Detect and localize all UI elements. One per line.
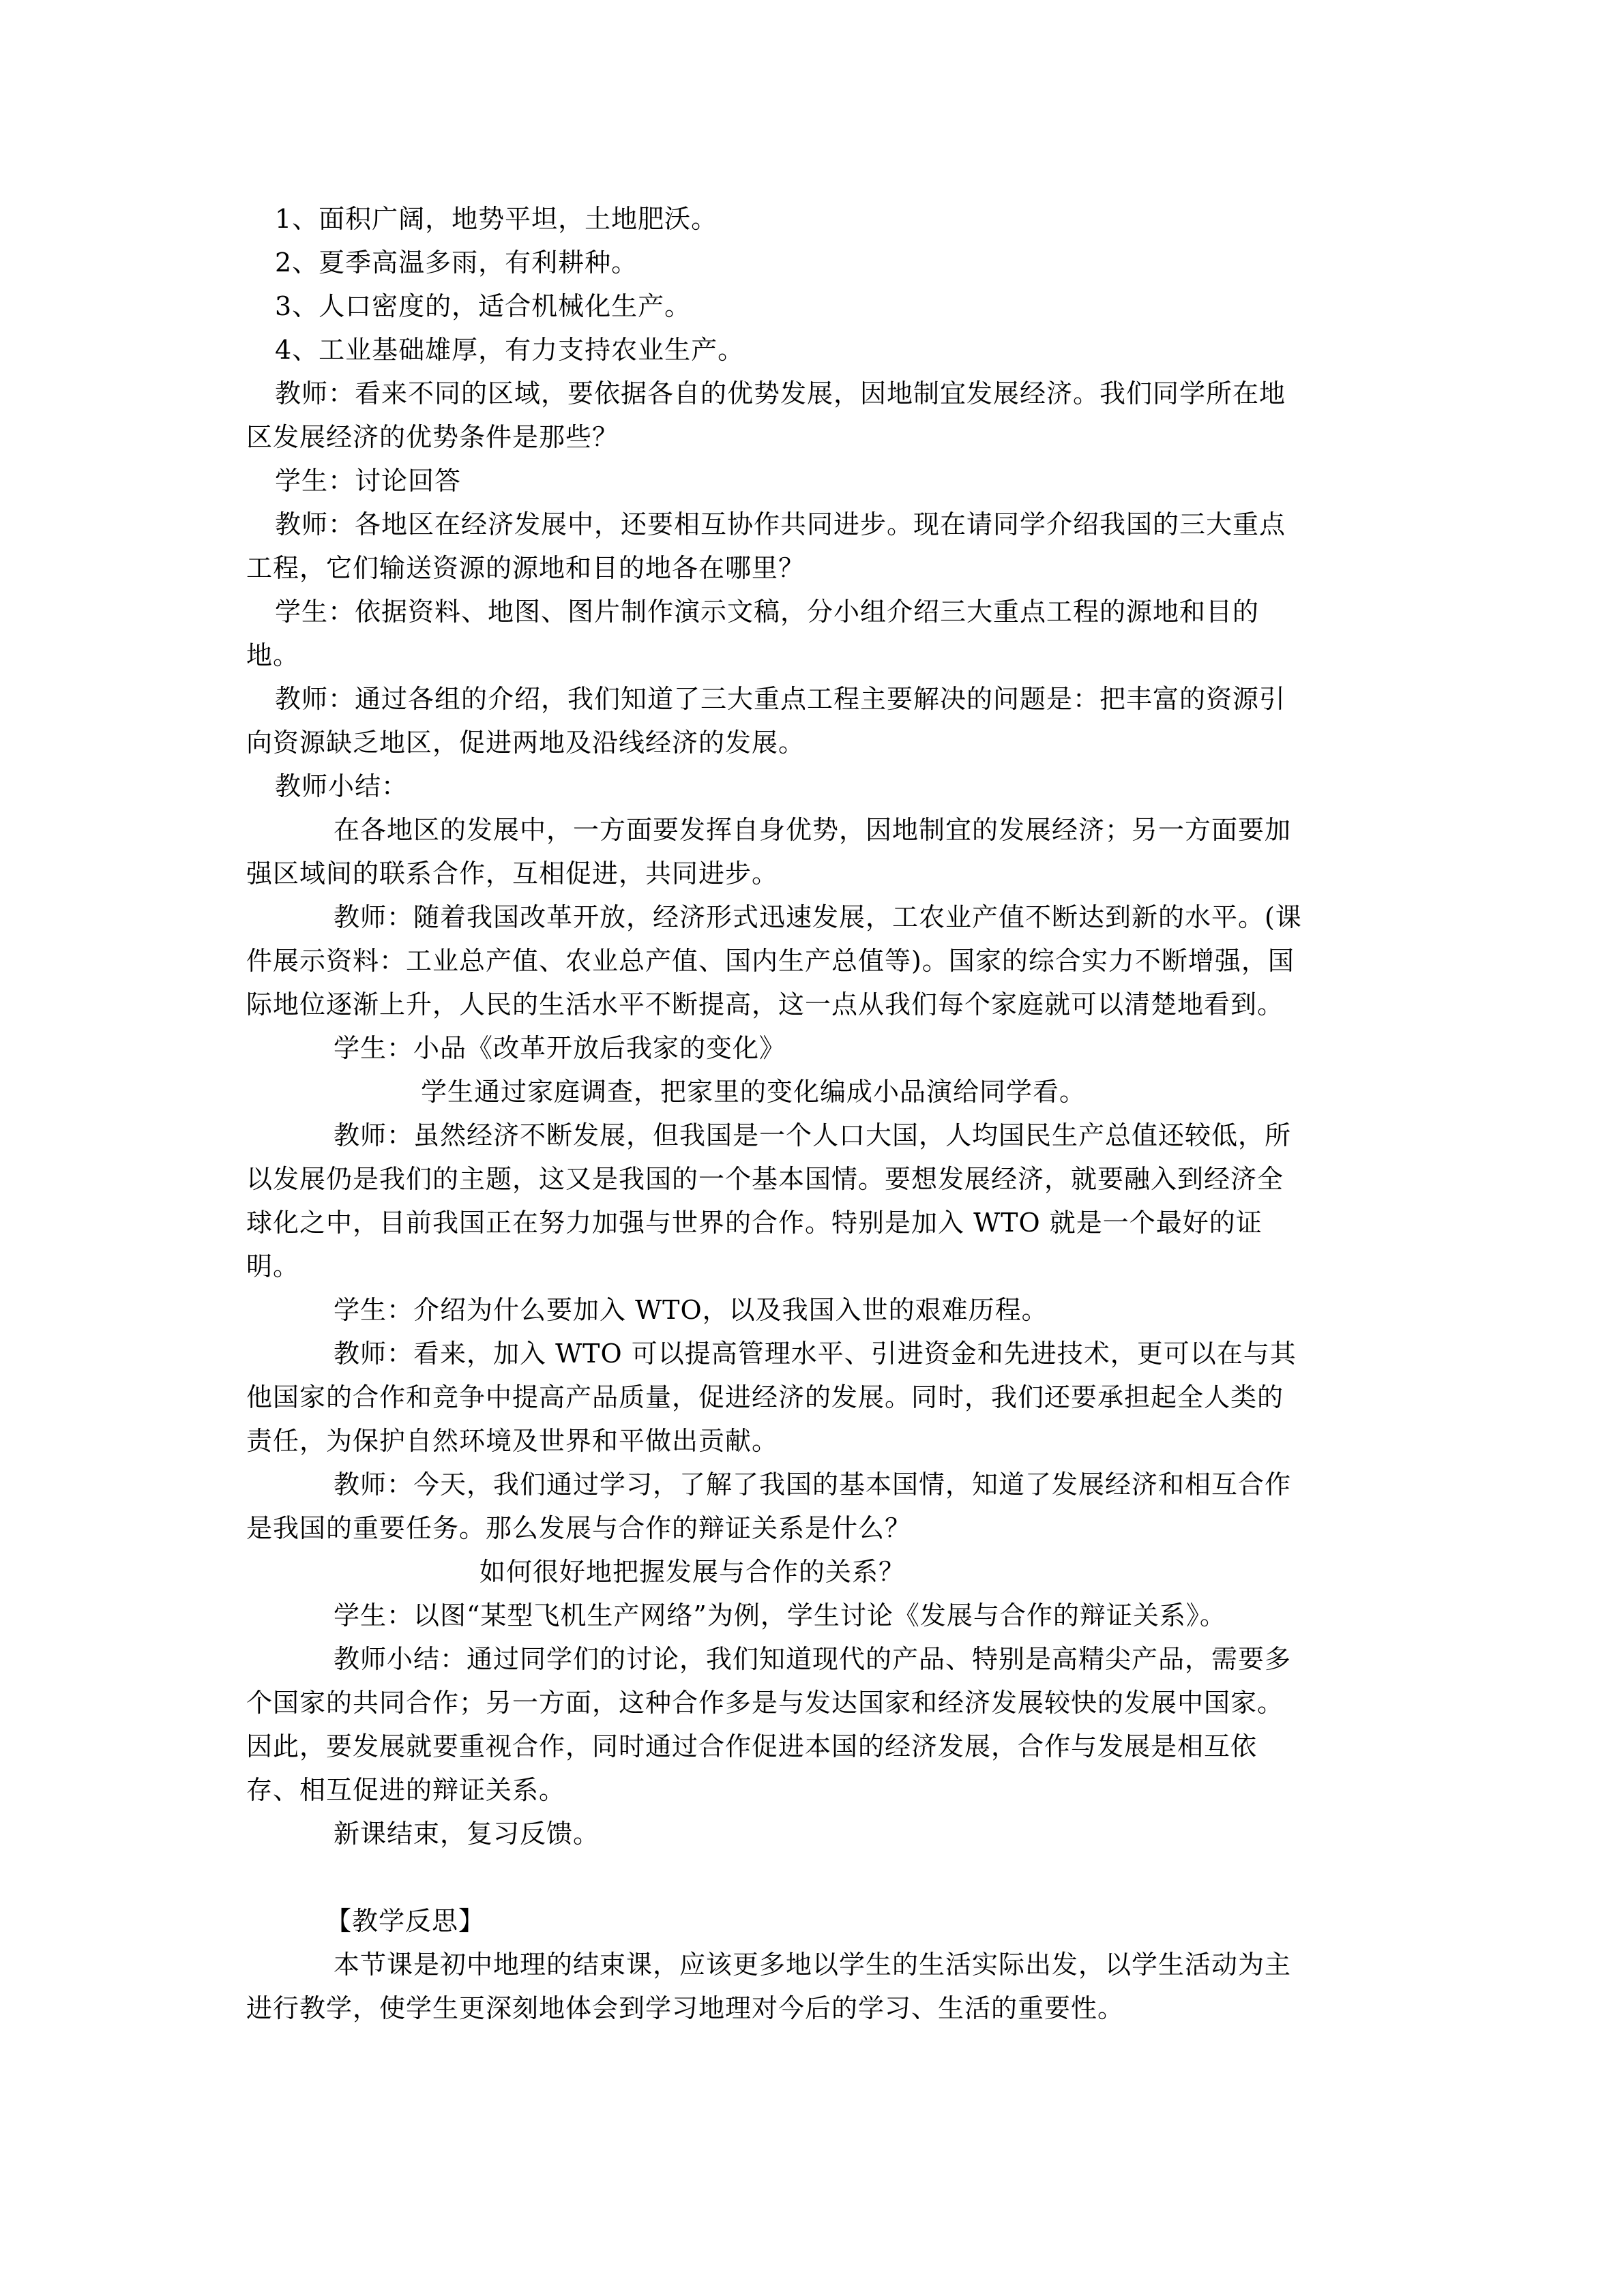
text-line: 学生通过家庭调查，把家里的变化编成小品演给同学看。 <box>421 1077 1087 1107</box>
text-line: 球化之中，目前我国正在努力加强与世界的合作。特别是加入 WTO 就是一个最好的证 <box>246 1208 1263 1238</box>
text-line: 教师：各地区在经济发展中，还要相互协作共同进步。现在请同学介绍我国的三大重点 <box>275 509 1286 539</box>
text-line: 本节课是初中地理的结束课，应该更多地以学生的生活实际出发，以学生活动为主 <box>334 1950 1292 1980</box>
text-line: 强区域间的联系合作，互相促进，共同进步。 <box>246 859 779 889</box>
text-line: 学生：讨论回答 <box>275 466 462 496</box>
text-line: 教师：看来不同的区域，要依据各自的优势发展，因地制宜发展经济。我们同学所在地 <box>275 378 1286 408</box>
text-line: 4、工业基础雄厚，有力支持农业生产。 <box>275 335 745 365</box>
text-line: 区发展经济的优势条件是那些？ <box>246 422 619 452</box>
text-line: 学生：依据资料、地图、图片制作演示文稿，分小组介绍三大重点工程的源地和目的 <box>275 597 1260 627</box>
text-line: 存、相互促进的辩证关系。 <box>246 1775 566 1805</box>
text-line: 责任，为保护自然环境及世界和平做出贡献。 <box>246 1426 779 1456</box>
text-line: 他国家的合作和竞争中提高产品质量，促进经济的发展。同时，我们还要承担起全人类的 <box>246 1382 1284 1412</box>
text-line: 学生：以图“某型飞机生产网络”为例，学生讨论《发展与合作的辩证关系》。 <box>334 1600 1226 1630</box>
text-line: 学生：小品《改革开放后我家的变化》 <box>334 1033 786 1063</box>
text-line: 教师：随着我国改革开放，经济形式迅速发展，工农业产值不断达到新的水平。(课 <box>334 902 1302 932</box>
text-line: 教师：通过各组的介绍，我们知道了三大重点工程主要解决的问题是：把丰富的资源引 <box>275 684 1286 714</box>
text-line: 如何很好地把握发展与合作的关系？ <box>479 1557 906 1587</box>
section-heading: 【教学反思】 <box>325 1906 486 1936</box>
text-line: 教师：看来，加入 WTO 可以提高管理水平、引进资金和先进技术，更可以在与其 <box>334 1339 1297 1369</box>
text-line: 际地位逐渐上升，人民的生活水平不断提高，这一点从我们每个家庭就可以清楚地看到。 <box>246 989 1284 1019</box>
text-line: 教师小结： <box>275 771 409 801</box>
text-line: 教师：今天，我们通过学习，了解了我国的基本国情，知道了发展经济和相互合作 <box>334 1470 1292 1500</box>
text-line: 进行教学，使学生更深刻地体会到学习地理对今后的学习、生活的重要性。 <box>246 1993 1125 2023</box>
text-line: 1、面积广阔，地势平坦，土地肥沃。 <box>275 204 718 234</box>
text-line: 学生：介绍为什么要加入 WTO，以及我国入世的艰难历程。 <box>334 1295 1048 1325</box>
text-line: 2、夏季高温多雨，有利耕种。 <box>275 248 638 278</box>
text-line: 件展示资料：工业总产值、农业总产值、国内生产总值等)。国家的综合实力不断增强，国 <box>246 946 1295 976</box>
text-line: 是我国的重要任务。那么发展与合作的辩证关系是什么？ <box>246 1513 912 1543</box>
text-line: 教师小结：通过同学们的讨论，我们知道现代的产品、特别是高精尖产品，需要多 <box>334 1644 1292 1674</box>
text-line: 个国家的共同合作；另一方面，这种合作多是与发达国家和经济发展较快的发展中国家。 <box>246 1688 1284 1718</box>
text-line: 教师：虽然经济不断发展，但我国是一个人口大国，人均国民生产总值还较低，所 <box>334 1120 1292 1150</box>
text-line: 地。 <box>246 640 300 670</box>
text-line: 因此，要发展就要重视合作，同时通过合作促进本国的经济发展，合作与发展是相互依 <box>246 1731 1258 1761</box>
text-line: 工程，它们输送资源的源地和目的地各在哪里？ <box>246 553 806 583</box>
text-line: 向资源缺乏地区，促进两地及沿线经济的发展。 <box>246 728 806 758</box>
text-line: 3、人口密度的，适合机械化生产。 <box>275 291 692 321</box>
text-line: 明。 <box>246 1251 300 1281</box>
text-line: 以发展仍是我们的主题，这又是我国的一个基本国情。要想发展经济，就要融入到经济全 <box>246 1164 1284 1194</box>
text-line: 新课结束，复习反馈。 <box>334 1819 600 1849</box>
text-line: 在各地区的发展中，一方面要发挥自身优势，因地制宜的发展经济；另一方面要加 <box>334 815 1292 845</box>
